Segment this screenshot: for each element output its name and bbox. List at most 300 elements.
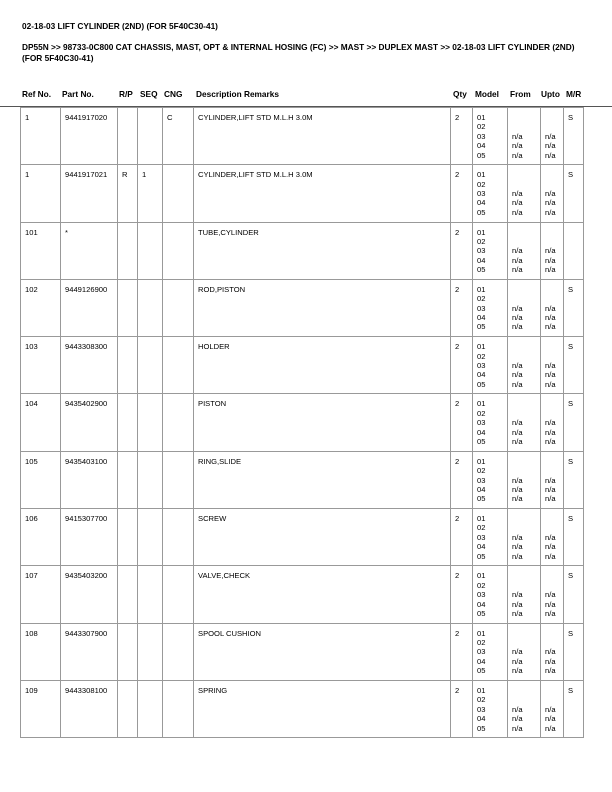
cell-models <box>473 394 508 451</box>
from-value: n/a <box>512 360 523 370</box>
upto-value: n/a <box>545 265 556 275</box>
upto-value: n/a <box>545 704 556 714</box>
cell-from <box>508 165 541 222</box>
column-header: SEQ <box>140 89 158 99</box>
models-value: 01 <box>477 571 486 581</box>
upto-value <box>545 113 560 122</box>
table-row <box>21 451 584 508</box>
cell-part: 9449126900 <box>61 279 118 336</box>
cell-qty: 2 <box>451 566 473 623</box>
models-value: 02 <box>477 580 486 590</box>
cell-part: 9443307900 <box>61 623 118 680</box>
upto-value: n/a <box>545 360 556 370</box>
cell-desc: PISTON <box>194 394 451 451</box>
models-value: 03 <box>477 418 486 428</box>
table-row <box>21 566 584 623</box>
cell-models <box>473 509 508 566</box>
cell-seq <box>138 108 163 165</box>
models-value: 03 <box>477 131 486 141</box>
upto-value: n/a <box>545 608 556 618</box>
models-value: 02 <box>477 236 486 246</box>
cell-ref: 103 <box>21 337 61 394</box>
cell-desc: RING,SLIDE <box>194 451 451 508</box>
column-header: Qty <box>453 89 467 99</box>
upto-value: n/a <box>545 494 556 504</box>
from-value: n/a <box>512 704 523 714</box>
models-value: 01 <box>477 227 486 237</box>
cell-ref: 101 <box>21 222 61 279</box>
from-value <box>512 466 537 475</box>
cell-desc: HOLDER <box>194 337 451 394</box>
cell-upto <box>541 509 564 566</box>
cell-mr: S <box>564 165 584 222</box>
models-value: 03 <box>477 189 486 199</box>
cell-desc: ROD,PISTON <box>194 279 451 336</box>
models-value: 03 <box>477 590 486 600</box>
cell-mr: S <box>564 337 584 394</box>
cell-models <box>473 165 508 222</box>
from-value: n/a <box>512 494 523 504</box>
upto-value <box>545 686 560 695</box>
cell-models <box>473 451 508 508</box>
models-value: 01 <box>477 342 486 352</box>
models-value: 01 <box>477 399 486 409</box>
cell-from <box>508 509 541 566</box>
upto-value: n/a <box>545 656 556 666</box>
upto-value: n/a <box>545 437 556 447</box>
upto-value <box>545 170 560 179</box>
from-value: n/a <box>512 322 523 332</box>
breadcrumb: DP55N >> 98733-0C800 CAT CHASSIS, MAST, OPT & INTERNAL HOSING (FC) >> MAST >> DUPLEX MAST >> 02-18-03 LIFT CYLINDER (2ND) (FOR 5F40C30-41) <box>22 42 575 63</box>
upto-value: n/a <box>545 714 556 724</box>
models-value: 05 <box>477 379 486 389</box>
cell-mr: S <box>564 623 584 680</box>
cell-cng <box>163 623 194 680</box>
cell-part: 9441917020 <box>61 108 118 165</box>
models-value: 02 <box>477 122 486 132</box>
from-value: n/a <box>512 532 523 542</box>
upto-value <box>545 294 560 303</box>
from-value <box>512 686 537 695</box>
cell-models <box>473 680 508 737</box>
cell-desc: TUBE,CYLINDER <box>194 222 451 279</box>
upto-value: n/a <box>545 379 556 389</box>
cell-upto <box>541 394 564 451</box>
from-value: n/a <box>512 714 523 724</box>
models-value: 04 <box>477 714 486 724</box>
cell-mr <box>564 222 584 279</box>
from-value: n/a <box>512 484 523 494</box>
models-value: 05 <box>477 551 486 561</box>
cell-qty: 2 <box>451 165 473 222</box>
from-value: n/a <box>512 246 523 256</box>
cell-upto <box>541 222 564 279</box>
upto-value <box>545 228 560 237</box>
upto-value: n/a <box>545 418 556 428</box>
from-value: n/a <box>512 150 523 160</box>
upto-value: n/a <box>545 322 556 332</box>
models-value: 01 <box>477 113 486 122</box>
models-value: 05 <box>477 322 486 332</box>
cell-from <box>508 451 541 508</box>
cell-desc: VALVE,CHECK <box>194 566 451 623</box>
cell-mr: S <box>564 451 584 508</box>
cell-cng <box>163 451 194 508</box>
from-value: n/a <box>512 207 523 217</box>
upto-value <box>545 695 560 704</box>
table-row <box>21 165 584 222</box>
cell-qty: 2 <box>451 337 473 394</box>
column-header: Ref No. <box>22 89 52 99</box>
from-value: n/a <box>512 551 523 561</box>
from-value: n/a <box>512 599 523 609</box>
upto-value: n/a <box>545 313 556 323</box>
column-header: M/R <box>566 89 582 99</box>
models-value: 04 <box>477 313 486 323</box>
cell-rp <box>118 222 138 279</box>
cell-mr: S <box>564 394 584 451</box>
cell-upto <box>541 108 564 165</box>
cell-cng <box>163 566 194 623</box>
models-value: 02 <box>477 351 486 361</box>
models-value: 02 <box>477 294 486 304</box>
upto-value: n/a <box>545 189 556 199</box>
cell-cng <box>163 165 194 222</box>
cell-models <box>473 279 508 336</box>
models-value: 02 <box>477 695 486 705</box>
models-value: 03 <box>477 532 486 542</box>
cell-from <box>508 337 541 394</box>
cell-part: 9415307700 <box>61 509 118 566</box>
upto-value: n/a <box>545 475 556 485</box>
from-value: n/a <box>512 198 523 208</box>
from-value: n/a <box>512 647 523 657</box>
from-value <box>512 342 537 351</box>
cell-mr: S <box>564 279 584 336</box>
upto-value <box>545 399 560 408</box>
models-value: 03 <box>477 360 486 370</box>
models-value: 05 <box>477 494 486 504</box>
upto-value: n/a <box>545 542 556 552</box>
models-value: 05 <box>477 437 486 447</box>
models-value: 02 <box>477 179 486 189</box>
from-value: n/a <box>512 437 523 447</box>
models-value: 04 <box>477 484 486 494</box>
from-value <box>512 285 537 294</box>
models-value: 04 <box>477 255 486 265</box>
from-value <box>512 294 537 303</box>
cell-upto <box>541 279 564 336</box>
cell-cng <box>163 680 194 737</box>
cell-rp <box>118 623 138 680</box>
from-value: n/a <box>512 723 523 733</box>
cell-seq <box>138 451 163 508</box>
upto-value <box>545 352 560 361</box>
upto-value <box>545 180 560 189</box>
cell-from <box>508 279 541 336</box>
from-value <box>512 180 537 189</box>
upto-value <box>545 457 560 466</box>
from-value <box>512 409 537 418</box>
cell-qty: 2 <box>451 451 473 508</box>
cell-rp <box>118 394 138 451</box>
cell-ref: 109 <box>21 680 61 737</box>
upto-value: n/a <box>545 131 556 141</box>
table-row <box>21 394 584 451</box>
table-row <box>21 680 584 737</box>
upto-value: n/a <box>545 370 556 380</box>
from-value: n/a <box>512 379 523 389</box>
upto-value: n/a <box>545 255 556 265</box>
models-value: 04 <box>477 198 486 208</box>
from-value <box>512 170 537 179</box>
models-value: 02 <box>477 466 486 476</box>
table-row <box>21 623 584 680</box>
cell-from <box>508 680 541 737</box>
parts-table <box>20 107 584 738</box>
cell-qty: 2 <box>451 279 473 336</box>
cell-rp <box>118 680 138 737</box>
cell-part: 9435402900 <box>61 394 118 451</box>
models-value: 05 <box>477 723 486 733</box>
cell-desc: CYLINDER,LIFT STD M.L.H 3.0M <box>194 108 451 165</box>
upto-value: n/a <box>545 427 556 437</box>
upto-value <box>545 122 560 131</box>
column-header: Model <box>475 89 499 99</box>
table-row <box>21 337 584 394</box>
upto-value: n/a <box>545 590 556 600</box>
cell-cng <box>163 222 194 279</box>
from-value: n/a <box>512 303 523 313</box>
cell-part: * <box>61 222 118 279</box>
models-value: 05 <box>477 265 486 275</box>
cell-mr: S <box>564 509 584 566</box>
from-value: n/a <box>512 608 523 618</box>
from-value <box>512 571 537 580</box>
from-value <box>512 228 537 237</box>
cell-qty: 2 <box>451 509 473 566</box>
cell-cng <box>163 394 194 451</box>
models-value: 03 <box>477 475 486 485</box>
cell-desc: CYLINDER,LIFT STD M.L.H 3.0M <box>194 165 451 222</box>
cell-part: 9443308300 <box>61 337 118 394</box>
from-value <box>512 237 537 246</box>
cell-from <box>508 222 541 279</box>
models-value: 02 <box>477 408 486 418</box>
upto-value: n/a <box>545 647 556 657</box>
models-value: 01 <box>477 685 486 695</box>
cell-cng <box>163 279 194 336</box>
column-header: From <box>510 89 531 99</box>
from-value: n/a <box>512 265 523 275</box>
cell-part: 9443308100 <box>61 680 118 737</box>
from-value: n/a <box>512 418 523 428</box>
upto-value: n/a <box>545 246 556 256</box>
column-header: Description Remarks <box>196 89 280 99</box>
cell-part: 9435403200 <box>61 566 118 623</box>
from-value: n/a <box>512 370 523 380</box>
cell-ref: 102 <box>21 279 61 336</box>
upto-value <box>545 237 560 246</box>
upto-value: n/a <box>545 484 556 494</box>
cell-mr: S <box>564 108 584 165</box>
upto-value: n/a <box>545 666 556 676</box>
column-header: CNG <box>164 89 183 99</box>
from-value <box>512 399 537 408</box>
cell-cng <box>163 337 194 394</box>
cell-ref: 105 <box>21 451 61 508</box>
models-value: 03 <box>477 647 486 657</box>
models-value: 03 <box>477 246 486 256</box>
column-header: Part No. <box>62 89 94 99</box>
cell-models <box>473 623 508 680</box>
cell-upto <box>541 566 564 623</box>
cell-mr: S <box>564 680 584 737</box>
cell-models <box>473 108 508 165</box>
upto-value: n/a <box>545 150 556 160</box>
upto-value: n/a <box>545 141 556 151</box>
upto-value <box>545 638 560 647</box>
cell-rp <box>118 509 138 566</box>
cell-seq <box>138 222 163 279</box>
from-value: n/a <box>512 542 523 552</box>
from-value <box>512 122 537 131</box>
cell-seq <box>138 279 163 336</box>
upto-value: n/a <box>545 303 556 313</box>
table-row <box>21 279 584 336</box>
models-value: 05 <box>477 608 486 618</box>
cell-ref: 1 <box>21 165 61 222</box>
column-header: R/P <box>119 89 133 99</box>
from-value: n/a <box>512 255 523 265</box>
cell-upto <box>541 623 564 680</box>
models-value: 05 <box>477 207 486 217</box>
cell-ref: 1 <box>21 108 61 165</box>
from-value: n/a <box>512 666 523 676</box>
models-value: 01 <box>477 514 486 524</box>
models-value: 03 <box>477 704 486 714</box>
cell-seq <box>138 337 163 394</box>
cell-cng <box>163 509 194 566</box>
cell-seq <box>138 394 163 451</box>
cell-rp <box>118 566 138 623</box>
from-value <box>512 457 537 466</box>
table-row <box>21 108 584 165</box>
cell-seq: 1 <box>138 165 163 222</box>
table-row <box>21 222 584 279</box>
from-value <box>512 581 537 590</box>
upto-value <box>545 523 560 532</box>
models-value: 04 <box>477 427 486 437</box>
upto-value <box>545 571 560 580</box>
models-value: 01 <box>477 284 486 294</box>
models-value: 04 <box>477 599 486 609</box>
models-value: 01 <box>477 170 486 180</box>
models-value: 04 <box>477 542 486 552</box>
models-value: 02 <box>477 523 486 533</box>
cell-rp <box>118 108 138 165</box>
from-value: n/a <box>512 427 523 437</box>
from-value <box>512 352 537 361</box>
models-value: 01 <box>477 628 486 638</box>
cell-rp <box>118 451 138 508</box>
cell-qty: 2 <box>451 394 473 451</box>
from-value: n/a <box>512 141 523 151</box>
cell-seq <box>138 509 163 566</box>
from-value: n/a <box>512 131 523 141</box>
cell-ref: 107 <box>21 566 61 623</box>
cell-mr: S <box>564 566 584 623</box>
cell-upto <box>541 337 564 394</box>
cell-seq <box>138 623 163 680</box>
models-value: 04 <box>477 370 486 380</box>
cell-models <box>473 337 508 394</box>
upto-value <box>545 409 560 418</box>
upto-value <box>545 629 560 638</box>
models-value: 04 <box>477 141 486 151</box>
cell-qty: 2 <box>451 623 473 680</box>
upto-value: n/a <box>545 198 556 208</box>
cell-desc: SCREW <box>194 509 451 566</box>
models-value: 05 <box>477 666 486 676</box>
cell-qty: 2 <box>451 108 473 165</box>
cell-ref: 104 <box>21 394 61 451</box>
from-value <box>512 695 537 704</box>
cell-from <box>508 566 541 623</box>
cell-rp <box>118 337 138 394</box>
cell-models <box>473 222 508 279</box>
upto-value <box>545 285 560 294</box>
cell-cng: C <box>163 108 194 165</box>
from-value <box>512 629 537 638</box>
cell-part: 9435403100 <box>61 451 118 508</box>
cell-upto <box>541 165 564 222</box>
from-value: n/a <box>512 189 523 199</box>
upto-value: n/a <box>545 532 556 542</box>
models-value: 03 <box>477 303 486 313</box>
from-value: n/a <box>512 656 523 666</box>
cell-desc: SPRING <box>194 680 451 737</box>
from-value: n/a <box>512 475 523 485</box>
cell-from <box>508 394 541 451</box>
from-value <box>512 638 537 647</box>
cell-part: 9441917021 <box>61 165 118 222</box>
cell-ref: 108 <box>21 623 61 680</box>
from-value <box>512 523 537 532</box>
cell-from <box>508 623 541 680</box>
cell-rp: R <box>118 165 138 222</box>
upto-value: n/a <box>545 723 556 733</box>
cell-qty: 2 <box>451 680 473 737</box>
from-value <box>512 514 537 523</box>
cell-from <box>508 108 541 165</box>
models-value: 04 <box>477 656 486 666</box>
models-value: 02 <box>477 638 486 648</box>
cell-rp <box>118 279 138 336</box>
upto-value: n/a <box>545 599 556 609</box>
cell-seq <box>138 566 163 623</box>
cell-qty: 2 <box>451 222 473 279</box>
upto-value <box>545 514 560 523</box>
upto-value <box>545 581 560 590</box>
upto-value: n/a <box>545 207 556 217</box>
upto-value <box>545 466 560 475</box>
models-value: 01 <box>477 456 486 466</box>
from-value: n/a <box>512 590 523 600</box>
upto-value <box>545 342 560 351</box>
from-value: n/a <box>512 313 523 323</box>
cell-upto <box>541 451 564 508</box>
